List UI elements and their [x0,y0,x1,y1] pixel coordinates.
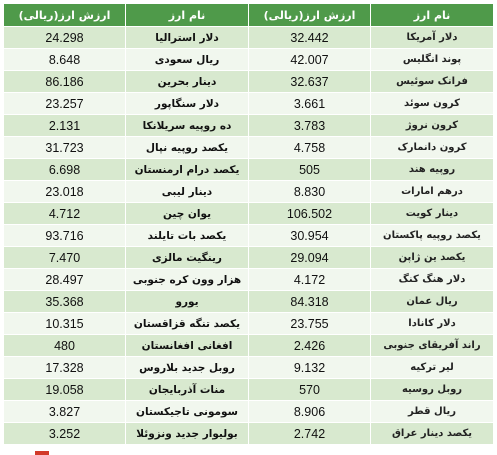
currency-name-left: یکصد درام ارمنستان [126,159,249,181]
table-body [4,27,494,445]
currency-name-right: یکصد دینار عراق [371,423,494,445]
currency-name-left: منات آذربایجان [126,379,249,401]
currency-value-left: 6.698 [4,159,126,181]
table-row [4,247,494,269]
currency-value-left: 24.298 [4,27,126,49]
currency-value-right: 8.830 [249,181,371,203]
currency-value-left: 23.257 [4,93,126,115]
table-row [4,71,494,93]
currency-value-right: 32.637 [249,71,371,93]
currency-name-right: کرون نروژ [371,115,494,137]
currency-name-left: ریال سعودی [126,49,249,71]
currency-name-right: درهم امارات [371,181,494,203]
currency-name-right: دلار کانادا [371,313,494,335]
currency-value-right: 3.661 [249,93,371,115]
currency-name-left: دلار استرالیا [126,27,249,49]
currency-value-right: 4.172 [249,269,371,291]
currency-name-right: روبل روسیه [371,379,494,401]
currency-value-left: 4.712 [4,203,126,225]
currency-value-right: 23.755 [249,313,371,335]
currency-value-left: 31.723 [4,137,126,159]
currency-value-right: 30.954 [249,225,371,247]
table-row [4,335,494,357]
currency-name-right: لیر ترکیه [371,357,494,379]
currency-name-left: دینار بحرین [126,71,249,93]
table-row [4,137,494,159]
currency-name-left: افغانی افغانستان [126,335,249,357]
red-marker [35,451,49,455]
currency-name-left: ده روپیه سریلانکا [126,115,249,137]
currency-value-left: 93.716 [4,225,126,247]
currency-name-left: یکصد روپیه نپال [126,137,249,159]
table-row [4,159,494,181]
table-row [4,313,494,335]
table-row [4,115,494,137]
currency-name-left: سومونی تاجیکستان [126,401,249,423]
currency-name-right: کرون سوئد [371,93,494,115]
currency-value-right: 8.906 [249,401,371,423]
currency-value-left: 19.058 [4,379,126,401]
table-header-row [4,4,494,27]
header-currency-name-left: نام ارز [126,4,249,27]
currency-name-left: دلار سنگاپور [126,93,249,115]
table-row [4,291,494,313]
table-row [4,379,494,401]
currency-name-right: یکصد ین ژاپن [371,247,494,269]
table-row [4,423,494,445]
currency-value-left: 28.497 [4,269,126,291]
currency-value-right: 106.502 [249,203,371,225]
currency-name-left: رینگیت مالزی [126,247,249,269]
currency-name-right: دینار کویت [371,203,494,225]
currency-name-left: روبل جدید بلاروس [126,357,249,379]
currency-value-left: 480 [4,335,126,357]
currency-value-right: 32.442 [249,27,371,49]
currency-value-right: 9.132 [249,357,371,379]
currency-value-right: 84.318 [249,291,371,313]
currency-name-right: راند آفریقای جنوبی [371,335,494,357]
table-row [4,269,494,291]
currency-value-left: 3.827 [4,401,126,423]
currency-value-right: 2.742 [249,423,371,445]
currency-value-left: 10.315 [4,313,126,335]
table-row [4,93,494,115]
currency-name-left: یکصد تنگه قزاقستان [126,313,249,335]
currency-value-right: 2.426 [249,335,371,357]
currency-name-right: ریال عمان [371,291,494,313]
currency-name-left: بولیوار جدید ونزوئلا [126,423,249,445]
currency-value-right: 42.007 [249,49,371,71]
currency-value-right: 4.758 [249,137,371,159]
currency-name-right: یکصد روپیه پاکستان [371,225,494,247]
currency-value-right: 29.094 [249,247,371,269]
currency-name-right: کرون دانمارک [371,137,494,159]
currency-value-left: 3.252 [4,423,126,445]
table-row [4,203,494,225]
currency-value-right: 3.783 [249,115,371,137]
currency-name-left: یوان چین [126,203,249,225]
currency-name-right: ریال قطر [371,401,494,423]
table-row [4,357,494,379]
currency-name-right: فرانک سوئیس [371,71,494,93]
currency-value-left: 86.186 [4,71,126,93]
header-currency-name-right: نام ارز [371,4,494,27]
currency-name-right: دلار هنگ کنگ [371,269,494,291]
currency-value-right: 570 [249,379,371,401]
currency-name-left: دینار لیبی [126,181,249,203]
currency-name-left: هزار وون کره جنوبی [126,269,249,291]
table-row [4,401,494,423]
currency-name-right: پوند انگلیس [371,49,494,71]
table-row [4,27,494,49]
currency-value-left: 2.131 [4,115,126,137]
header-currency-value-left: ارزش ارز(ریالی) [4,4,126,27]
currency-name-right: روپیه هند [371,159,494,181]
currency-value-left: 35.368 [4,291,126,313]
currency-name-left: یکصد بات تایلند [126,225,249,247]
table-row [4,181,494,203]
currency-name-right: دلار آمریکا [371,27,494,49]
currency-value-left: 23.018 [4,181,126,203]
table-row [4,225,494,247]
currency-rates-table [3,3,494,445]
currency-name-left: یورو [126,291,249,313]
table-row [4,49,494,71]
currency-value-left: 17.328 [4,357,126,379]
currency-value-right: 505 [249,159,371,181]
currency-value-left: 7.470 [4,247,126,269]
header-currency-value-right: ارزش ارز(ریالی) [249,4,371,27]
currency-value-left: 8.648 [4,49,126,71]
